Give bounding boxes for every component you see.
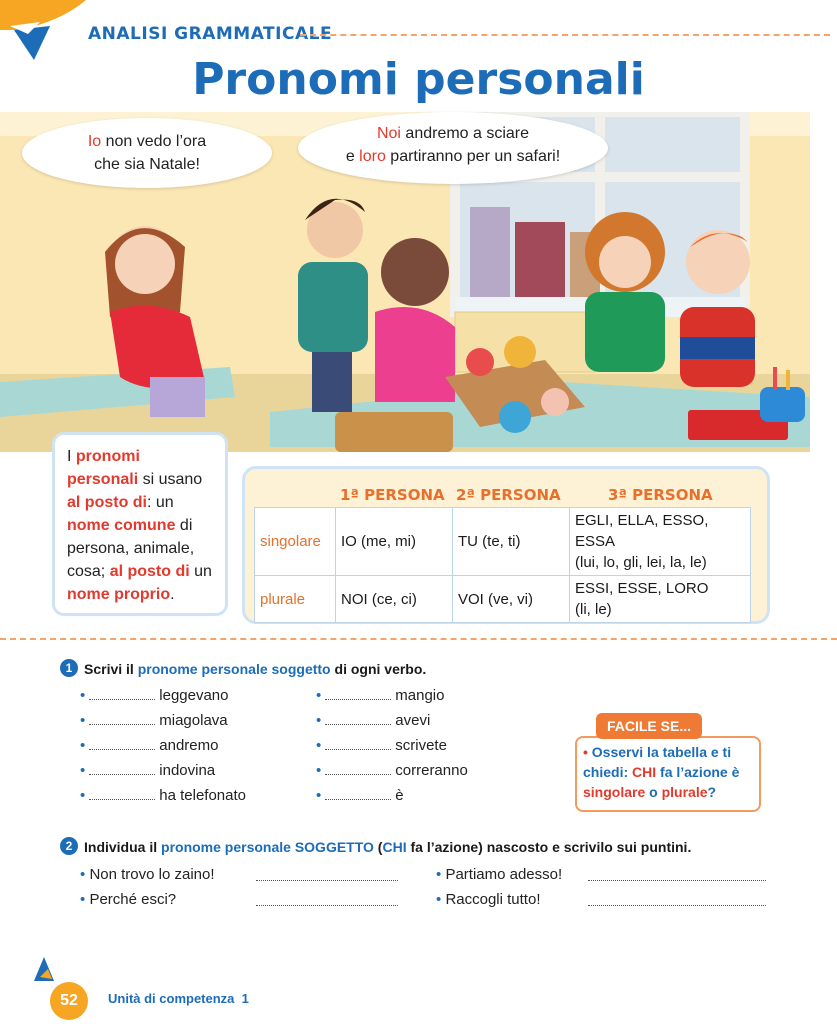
footer-arrow-icon xyxy=(30,955,58,983)
third-person-forms: (lui, lo, gli, lei, la, le) xyxy=(575,554,707,571)
note-highlight: pronomi personali xyxy=(67,448,140,488)
table-row xyxy=(255,508,751,576)
table-cell xyxy=(570,508,751,576)
hint-highlight: singolare xyxy=(583,784,646,800)
list-item: • andremo xyxy=(80,737,219,754)
answer-blank[interactable] xyxy=(89,687,155,700)
unit-number: 1 xyxy=(241,991,249,1006)
list-item: • ha telefonato xyxy=(80,787,247,804)
exercise-1-column-1 xyxy=(80,687,246,812)
note-text: . xyxy=(170,586,175,603)
bubble-left-text1: non vedo l’ora xyxy=(101,133,207,150)
list-item: • avevi xyxy=(316,712,431,729)
hint-box-title: FACILE SE... xyxy=(596,713,702,739)
verb: leggevano xyxy=(159,687,229,704)
verb: indovina xyxy=(159,762,216,779)
list-item: • è xyxy=(316,787,404,804)
hint-text-part: Osservi la tabella e ti chiedi: xyxy=(583,744,732,780)
third-person-forms: (li, le) xyxy=(575,601,612,618)
table-cell: TU (te, ti) xyxy=(453,508,570,576)
instruction-highlight: pronome personale SOGGETTO xyxy=(161,839,374,855)
instruction-highlight: CHI xyxy=(382,839,407,855)
note-text: si usano xyxy=(138,471,203,488)
instruction-text: Individua il xyxy=(84,839,162,855)
section-label: ANALISI GRAMMATICALE xyxy=(88,24,333,44)
third-person-pronouns: ESSI, ESSE, LORO xyxy=(575,580,709,597)
table-cell: VOI (ve, vi) xyxy=(453,576,570,623)
answer-blank[interactable] xyxy=(256,893,398,906)
sentence: Perché esci? xyxy=(89,891,177,908)
hint-text: • Osservi la tabella e ti chiedi: CHI fa l’azione è singolare o plurale? xyxy=(583,744,740,800)
exercise-2-instruction xyxy=(84,839,691,855)
list-item: • leggevano xyxy=(80,687,229,704)
bubble-pronoun-noi: Noi xyxy=(376,125,401,142)
instruction-text: di ogni verbo. xyxy=(330,661,427,677)
instruction-text: fa l’azione) nascosto e scrivilo sui puntini. xyxy=(406,839,692,855)
bubble-right-text1: andremo a sciare xyxy=(400,125,530,142)
list-item: • indovina xyxy=(80,762,216,779)
table-row xyxy=(255,576,751,623)
row-label-plurale: plurale xyxy=(255,576,336,623)
answer-blank[interactable] xyxy=(588,868,766,881)
page-title: Pronomi personali xyxy=(192,54,645,105)
list-item: • Raccogli tutto! xyxy=(436,891,541,908)
bubble-left-text2: che sia Natale! xyxy=(94,156,200,173)
exercise-2-number: 2 xyxy=(60,837,78,855)
header-divider xyxy=(300,34,830,36)
speech-bubble-right xyxy=(298,112,608,184)
answer-blank[interactable] xyxy=(588,893,766,906)
hint-highlight: CHI xyxy=(632,764,657,780)
section-divider xyxy=(0,638,837,640)
header-first-person: 1ª PERSONA xyxy=(340,486,445,504)
hint-text-part: fa l’azione è xyxy=(656,764,740,780)
list-item: • miagolava xyxy=(80,712,228,729)
note-text: di persona, animale, cosa; xyxy=(67,517,195,580)
hint-text-part: ? xyxy=(707,784,717,800)
verb: correranno xyxy=(395,762,468,779)
footer-unit xyxy=(108,991,249,1006)
sentence: Raccogli tutto! xyxy=(445,891,541,908)
note-text: un xyxy=(189,563,212,580)
pronoun-table xyxy=(254,507,751,623)
list-item: • mangio xyxy=(316,687,445,704)
answer-blank[interactable] xyxy=(325,687,391,700)
table-cell: IO (me, mi) xyxy=(336,508,453,576)
sentence: Partiamo adesso! xyxy=(445,866,563,883)
answer-blank[interactable] xyxy=(325,762,391,775)
note-highlight: nome comune xyxy=(67,517,176,534)
hint-highlight: plurale xyxy=(661,784,708,800)
bubble-right-text3: partiranno per un safari! xyxy=(385,148,561,165)
verb: scrivete xyxy=(395,737,447,754)
instruction-highlight: pronome personale soggetto xyxy=(137,661,331,677)
verb: avevi xyxy=(395,712,431,729)
note-highlight: al posto di xyxy=(67,494,147,511)
hint-text-part: o xyxy=(645,784,662,800)
answer-blank[interactable] xyxy=(325,737,391,750)
list-item: • Partiamo adesso! xyxy=(436,866,563,883)
verb: miagolava xyxy=(159,712,228,729)
verb: mangio xyxy=(395,687,445,704)
exercise-1-column-2 xyxy=(316,687,468,812)
note-text: : un xyxy=(147,494,174,511)
verb: ha telefonato xyxy=(159,787,247,804)
verb: è xyxy=(395,787,404,804)
exercise-1-number: 1 xyxy=(60,659,78,677)
bubble-pronoun-loro: loro xyxy=(359,148,386,165)
answer-blank[interactable] xyxy=(325,787,391,800)
list-item: • Non trovo lo zaino! xyxy=(80,866,215,883)
table-cell xyxy=(570,576,751,623)
bubble-pronoun-io: Io xyxy=(87,133,102,150)
answer-blank[interactable] xyxy=(256,868,398,881)
exercise-1-instruction xyxy=(84,661,426,677)
list-item: • correranno xyxy=(316,762,468,779)
answer-blank[interactable] xyxy=(89,762,155,775)
note-highlight: nome proprio xyxy=(67,586,171,603)
bubble-right-text2: e xyxy=(345,148,360,165)
speech-bubble-left xyxy=(22,118,272,188)
third-person-pronouns: EGLI, ELLA, ESSO, ESSA xyxy=(575,512,709,550)
answer-blank[interactable] xyxy=(89,737,155,750)
instruction-text: Scrivi il xyxy=(84,661,138,677)
rule-note xyxy=(52,432,228,616)
list-item: • scrivete xyxy=(316,737,447,754)
instruction-text: ( xyxy=(373,839,383,855)
table-cell: NOI (ce, ci) xyxy=(336,576,453,623)
sentence: Non trovo lo zaino! xyxy=(89,866,215,883)
list-item: • Perché esci? xyxy=(80,891,177,908)
answer-blank[interactable] xyxy=(89,712,155,725)
header-third-person: 3ª PERSONA xyxy=(608,486,713,504)
verb: andremo xyxy=(159,737,219,754)
unit-label: Unità di competenza xyxy=(108,991,235,1006)
page-number: 52 xyxy=(50,982,88,1020)
answer-blank[interactable] xyxy=(325,712,391,725)
answer-blank[interactable] xyxy=(89,787,155,800)
note-highlight: al posto di xyxy=(109,563,190,580)
header-second-person: 2ª PERSONA xyxy=(456,486,561,504)
row-label-singolare: singolare xyxy=(255,508,336,576)
note-text: I xyxy=(67,448,76,465)
